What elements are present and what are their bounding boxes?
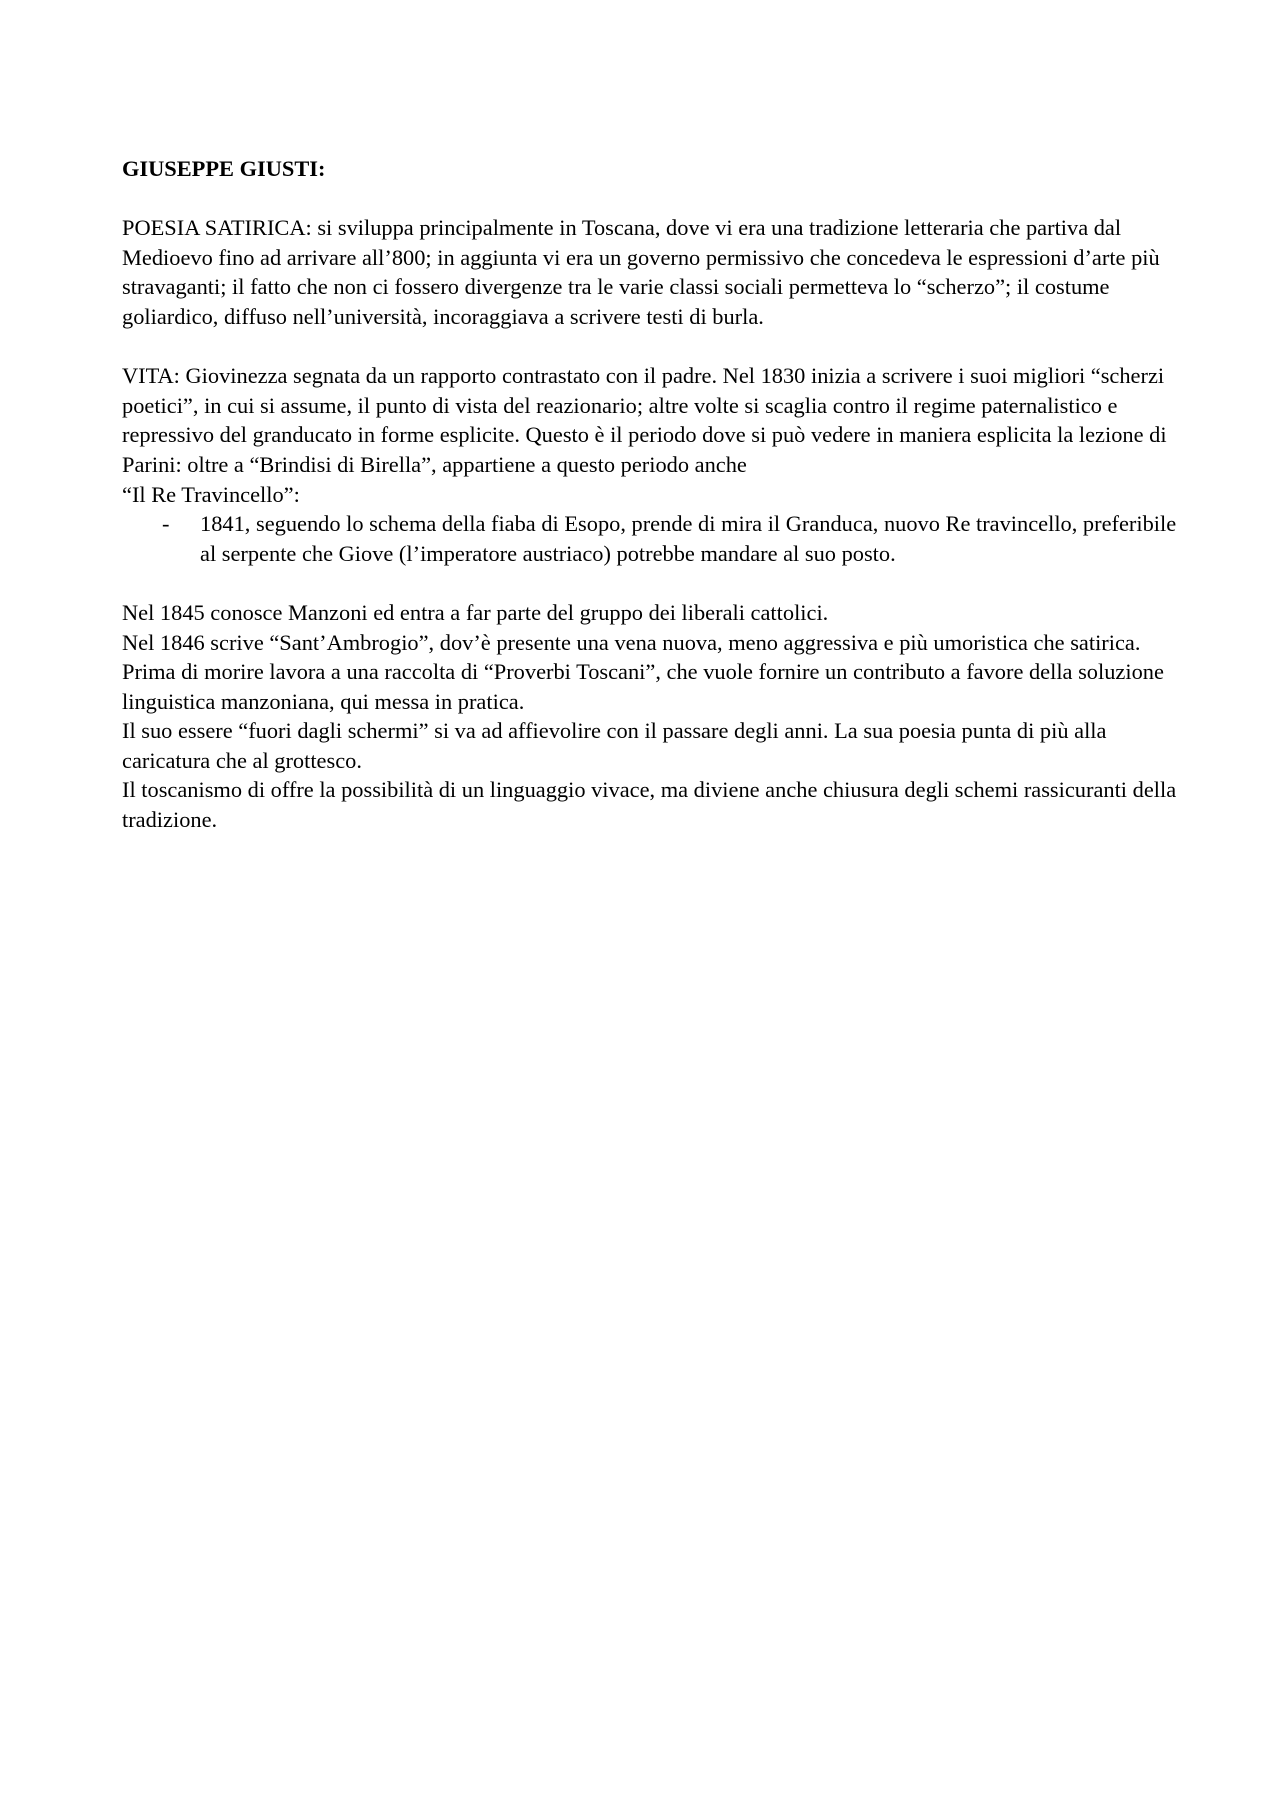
bullet-dash: - — [162, 511, 170, 537]
blank-line — [122, 184, 1182, 214]
paragraph-1845: Nel 1845 conosce Manzoni ed entra a far parte del gruppo dei liberali cattolici. — [122, 599, 829, 625]
document-body — [122, 154, 1182, 835]
blank-line — [122, 568, 1182, 598]
paragraph-toscanismo: Il toscanismo di offre la possibilità di un linguaggio vivace, ma diviene anche chiusura degli schemi rassicuranti della tradizione. — [122, 777, 1177, 833]
list-item — [122, 509, 1182, 568]
paragraph-vita: VITA: Giovinezza segnata da un rapporto contrastato con il padre. Nel 1830 inizia a scrivere i suoi migliori “scherzi poetici”, in cui si assume, il punto di vista del reazionario; altre volte si scaglia contro il regime paternalistico e repressivo del granducato in forme esplicite. Questo è il periodo dove si può vedere in maniera esplicita la lezione di Parini: oltre a “Brindisi di Birella”, appartiene a questo periodo anche — [122, 363, 1167, 477]
blank-line — [122, 332, 1182, 362]
paragraph-1846: Nel 1846 scrive “Sant’Ambrogio”, dov’è presente una vena nuova, meno aggressiva e più umoristica che satirica. — [122, 629, 1141, 655]
paragraph-schermi: Il suo essere “fuori dagli schermi” si va ad affievolire con il passare degli anni. La sua poesia punta di più alla caricatura che al grottesco. — [122, 718, 1107, 773]
paragraph-proverbi: Prima di morire lavora a una raccolta di “Proverbi Toscani”, che vuole fornire un contributo a favore della soluzione linguistica manzoniana, qui messa in pratica. — [122, 659, 1164, 714]
document-title: GIUSEPPE GIUSTI: — [122, 156, 326, 181]
list-item-text: 1841, seguendo lo schema della fiaba di Esopo, prende di mira il Granduca, nuovo Re travincello, preferibile al serpente che Giove (l’imperatore austriaco) potrebbe mandare al suo posto. — [200, 511, 1177, 566]
paragraph-poesia-satirica: POESIA SATIRICA: si sviluppa principalmente in Toscana, dove vi era una tradizione letteraria che partiva dal Medioevo fino ad arrivare all’800; in aggiunta vi era un governo permissivo che concedeva le espressioni d’arte più stravaganti; il fatto che non ci fossero divergenze tra le varie classi sociali permetteva lo “scherzo”; il costume goliardico, diffuso nell’università, incoraggiava a scrivere testi di burla. — [122, 215, 1160, 329]
paragraph-re-travincello: “Il Re Travincello”: — [122, 481, 300, 507]
